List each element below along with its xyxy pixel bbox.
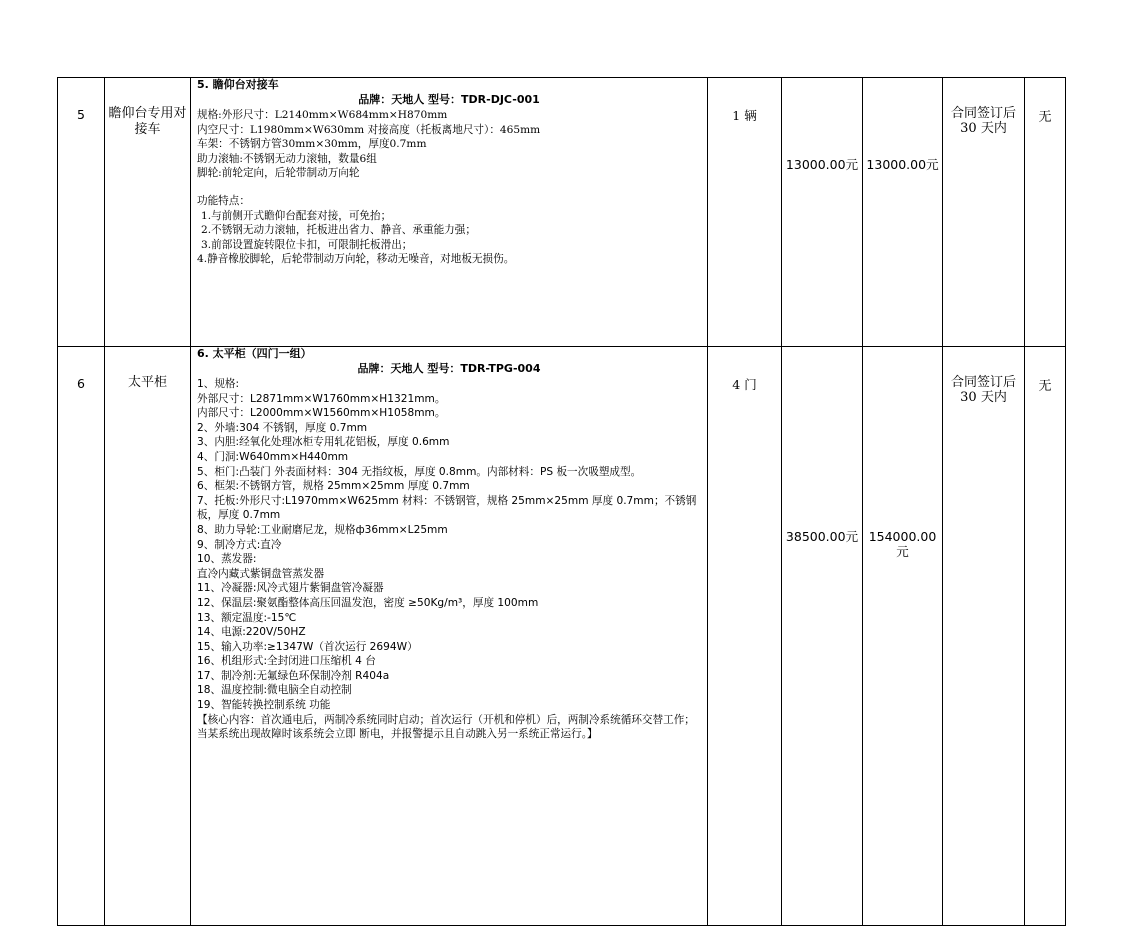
spec-line: 10、蒸发器: [197, 553, 257, 566]
specification-table [57, 77, 1066, 926]
brand-model: 品牌：天地人 型号：TDR-TPG-004 [357, 362, 541, 375]
brand-model: 品牌：天地人 型号：TDR-DJC-001 [358, 93, 540, 106]
unit-price: 38500.00元 [782, 347, 863, 926]
spec-line: 1、规格: [197, 378, 240, 390]
remarks: 无 [1025, 347, 1066, 926]
core-content-note: 【核心内容：首次通电后，两制冷系统同时启动；首次运行（开机和停机）后，两制冷系统循环交替工作；当某系统出现故障时该系统会立即 断电，并报警提示且自动跳入另一系统正常运行。】 [197, 713, 695, 741]
spec-line: 12、保温层:聚氨酯整体高压回温发泡，密度 ≥50Kg/m³，厚度 100mm [197, 596, 539, 609]
spec-line: 外部尺寸：L2871mm×W1760mm×H1321mm。 [197, 392, 446, 405]
table-row [58, 347, 1066, 926]
spec-line: 内空尺寸：L1980mm×W630mm 对接高度（托板离地尺寸）：465mm [197, 123, 541, 136]
spec-line: 14、电源:220V/50HZ [197, 626, 306, 639]
spec-line: 7、托板:外形尺寸:L1970mm×W625mm 材料：不锈钢管，规格 25mm×25mm 厚度 0.7mm；不锈钢板，厚度 0.7mm [197, 494, 697, 522]
item-name: 太平柜 [105, 347, 191, 926]
item-description [191, 78, 708, 347]
spec-line: 9、制冷方式:直冷 [197, 538, 282, 551]
spec-line: 脚轮:前轮定向，后轮带制动万向轮 [197, 167, 360, 180]
spec-line: 助力滚轴:不锈钢无动力滚轴，数量6组 [197, 152, 377, 165]
item-number: 5 [58, 78, 105, 347]
spec-line: 13、额定温度:-15℃ [197, 611, 297, 624]
spec-line: 17、制冷剂:无氟绿色环保制冷剂 R404a [197, 669, 390, 682]
spec-line: 车架：不锈钢方管30mm×30mm，厚度0.7mm [197, 138, 427, 151]
spec-line: 18、温度控制:微电脑全自动控制 [197, 684, 352, 697]
spec-line: 8、助力导轮:工业耐磨尼龙，规格ф36mm×L25mm [197, 523, 448, 536]
item-number: 6 [58, 347, 105, 926]
total-price: 154000.00元 [863, 347, 943, 926]
feature-line: 3.前部设置旋转限位卡扣，可限制托板滑出； [201, 238, 413, 251]
remarks: 无 [1025, 78, 1066, 347]
item-title: 5. 瞻仰台对接车 [197, 78, 279, 91]
spec-line: 6、框架:不锈钢方管，规格 25mm×25mm 厚度 0.7mm [197, 480, 470, 493]
quantity: 1 辆 [708, 78, 782, 347]
spec-line: 内部尺寸：L2000mm×W1560mm×H1058mm。 [197, 407, 446, 420]
spec-line: 规格:外形尺寸：L2140mm×W684mm×H870mm [197, 109, 448, 121]
unit-price: 13000.00元 [782, 78, 863, 347]
spec-line: 19、智能转换控制系统 功能 [197, 699, 331, 712]
quantity: 4 门 [708, 347, 782, 926]
spec-line: 5、柜门:凸装门 外表面材料：304 无指纹板，厚度 0.8mm。内部材料：PS 板一次吸塑成型。 [197, 465, 642, 478]
spec-line: 16、机组形式:全封闭进口压缩机 4 台 [197, 655, 376, 668]
spec-line: 3、内胆:经氧化处理冰柜专用轧花铝板，厚度 0.6mm [197, 436, 450, 449]
item-description [191, 347, 708, 926]
spec-line: 2、外墙:304 不锈钢，厚度 0.7mm [197, 421, 368, 434]
spec-line: 11、冷凝器:风冷式翅片紫铜盘管冷凝器 [197, 582, 384, 595]
spec-line: 15、输入功率:≥1347W（首次运行 2694W） [197, 640, 418, 653]
feature-line: 1.与前侧开式瞻仰台配套对接，可免抬； [201, 209, 392, 222]
delivery-time: 合同签订后 30 天内 [943, 347, 1025, 926]
feature-line: 4.静音橡胶脚轮，后轮带制动万向轮，移动无噪音，对地板无损伤。 [197, 253, 515, 266]
spec-line: 直冷内藏式紫铜盘管蒸发器 [197, 567, 325, 580]
delivery-time: 合同签订后 30 天内 [943, 78, 1025, 347]
features-title: 功能特点： [197, 194, 250, 207]
item-title: 6. 太平柜（四门一组） [197, 347, 312, 360]
spec-line: 4、门洞:W640mm×H440mm [197, 450, 349, 463]
item-name: 瞻仰台专用对接车 [105, 78, 191, 347]
table-row [58, 78, 1066, 347]
total-price: 13000.00元 [863, 78, 943, 347]
feature-line: 2.不锈钢无动力滚轴，托板进出省力、静音、承重能力强； [201, 224, 476, 237]
